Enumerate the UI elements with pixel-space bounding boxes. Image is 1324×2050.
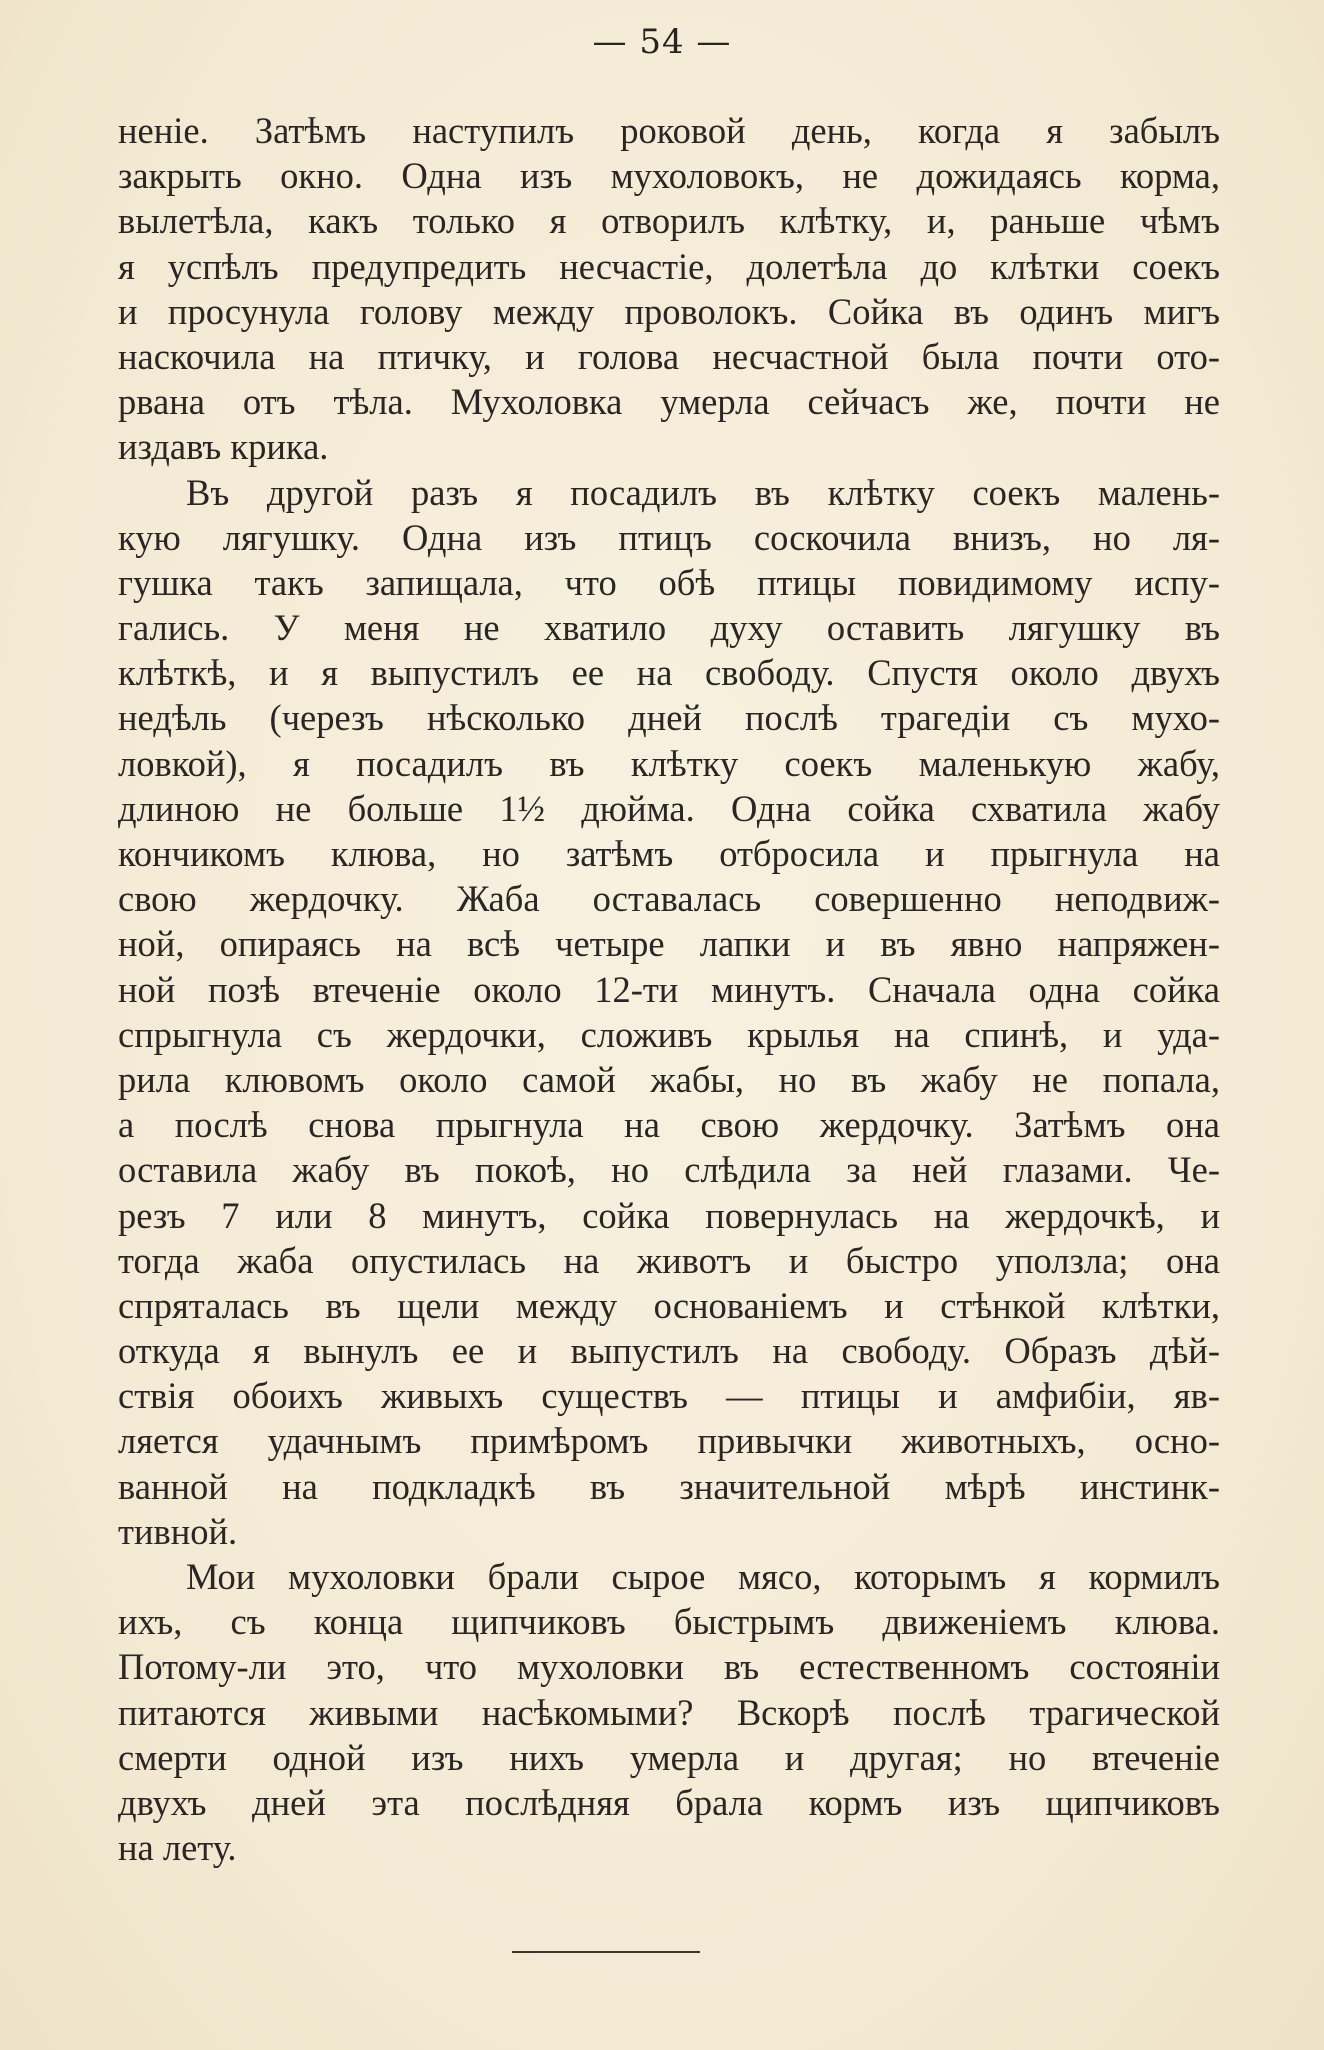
paragraph-1: [118, 108, 1220, 470]
text-line: смерти одной изъ нихъ умерла и другая; но втеченіе: [118, 1736, 1220, 1778]
text-line: ляется удачнымъ примѣромъ привычки животныхъ, осно-: [118, 1420, 1220, 1462]
text-line: закрыть окно. Одна изъ мухоловокъ, не дожидаясь корма,: [118, 155, 1220, 197]
text-line: и просунула голову между проволокъ. Сойка въ одинъ мигъ: [118, 290, 1220, 332]
text-line: недѣль (черезъ нѣсколько дней послѣ трагедіи съ мухо-: [118, 697, 1220, 739]
text-line: откуда я вынулъ ее и выпустилъ на свободу. Образъ дѣй-: [118, 1330, 1220, 1372]
text-line: я успѣлъ предупредить несчастіе, долетѣла до клѣтки соекъ: [118, 245, 1220, 287]
text-line: гались. У меня не хватило духу оставить лягушку въ: [118, 607, 1220, 649]
text-line: клѣткѣ, и я выпустилъ ее на свободу. Спустя около двухъ: [118, 652, 1220, 694]
text-line: длиною не больше 1½ дюйма. Одна сойка схватила жабу: [118, 787, 1220, 829]
text-line: спрыгнула съ жердочки, сложивъ крылья на спинѣ, и уда-: [118, 1013, 1220, 1055]
text-line: ствія обоихъ живыхъ существъ — птицы и амфибіи, яв-: [118, 1375, 1220, 1417]
text-line: резъ 7 или 8 минутъ, сойка повернулась на жердочкѣ, и: [118, 1194, 1220, 1236]
text-line: ловкой), я посадилъ въ клѣтку соекъ маленькую жабу,: [118, 742, 1220, 784]
text-line: Потому-ли это, что мухоловки въ естественномъ состояніи: [118, 1646, 1220, 1688]
text-line: наскочила на птичку, и голова несчастной была почти ото-: [118, 335, 1220, 377]
text-line: вылетѣла, какъ только я отворилъ клѣтку, и, раньше чѣмъ: [118, 200, 1220, 242]
text-line: рила клювомъ около самой жабы, но въ жабу не попала,: [118, 1058, 1220, 1100]
text-line: Мои мухоловки брали сырое мясо, которымъ я кормилъ: [186, 1556, 1220, 1597]
text-line: ной позѣ втеченіе около 12-ти минутъ. Сначала одна сойка: [118, 968, 1220, 1010]
text-line: Въ другой разъ я посадилъ въ клѣтку соекъ малень-: [186, 471, 1220, 513]
text-line: а послѣ снова прыгнула на свою жердочку. Затѣмъ она: [118, 1104, 1220, 1146]
bottom-divider: [512, 1951, 700, 1953]
text-line: ной, опираясь на всѣ четыре лапки и въ явно напряжен-: [118, 923, 1220, 965]
text-line: неніе. Затѣмъ наступилъ роковой день, когда я забылъ: [118, 110, 1220, 151]
text-line: свою жердочку. Жаба оставалась совершенно неподвиж-: [118, 878, 1220, 920]
text-line: питаются живыми насѣкомыми? Вскорѣ послѣ трагической: [118, 1691, 1220, 1733]
text-line: на лету.: [118, 1827, 237, 1869]
text-line: издавъ крика.: [118, 426, 329, 468]
text-line: кую лягушку. Одна изъ птицъ соскочила внизъ, но ля-: [118, 516, 1220, 558]
text-line: оставила жабу въ покоѣ, но слѣдила за ней глазами. Че-: [118, 1149, 1220, 1191]
paragraph-3: [118, 1554, 1220, 1870]
text-line: ванной на подкладкѣ въ значительной мѣрѣ инстинк-: [118, 1465, 1220, 1507]
text-line: рвана отъ тѣла. Мухоловка умерла сейчасъ же, почти не: [118, 381, 1220, 423]
text-line: гушка такъ запищала, что обѣ птицы повидимому испу-: [118, 561, 1220, 603]
text-line: тогда жаба опустилась на животъ и быстро уползла; она: [118, 1239, 1220, 1281]
text-line: кончикомъ клюва, но затѣмъ отбросила и прыгнула на: [118, 833, 1220, 874]
text-line: двухъ дней эта послѣдняя брала кормъ изъ щипчиковъ: [118, 1781, 1220, 1823]
text-line: тивной.: [118, 1510, 238, 1552]
paragraph-2: [118, 470, 1220, 1555]
page-number: — 54 —: [592, 22, 732, 62]
text-line: спряталась въ щели между основаніемъ и стѣнкой клѣтки,: [118, 1284, 1220, 1326]
body-text: [118, 108, 1220, 1870]
text-line: ихъ, съ конца щипчиковъ быстрымъ движеніемъ клюва.: [118, 1601, 1220, 1643]
